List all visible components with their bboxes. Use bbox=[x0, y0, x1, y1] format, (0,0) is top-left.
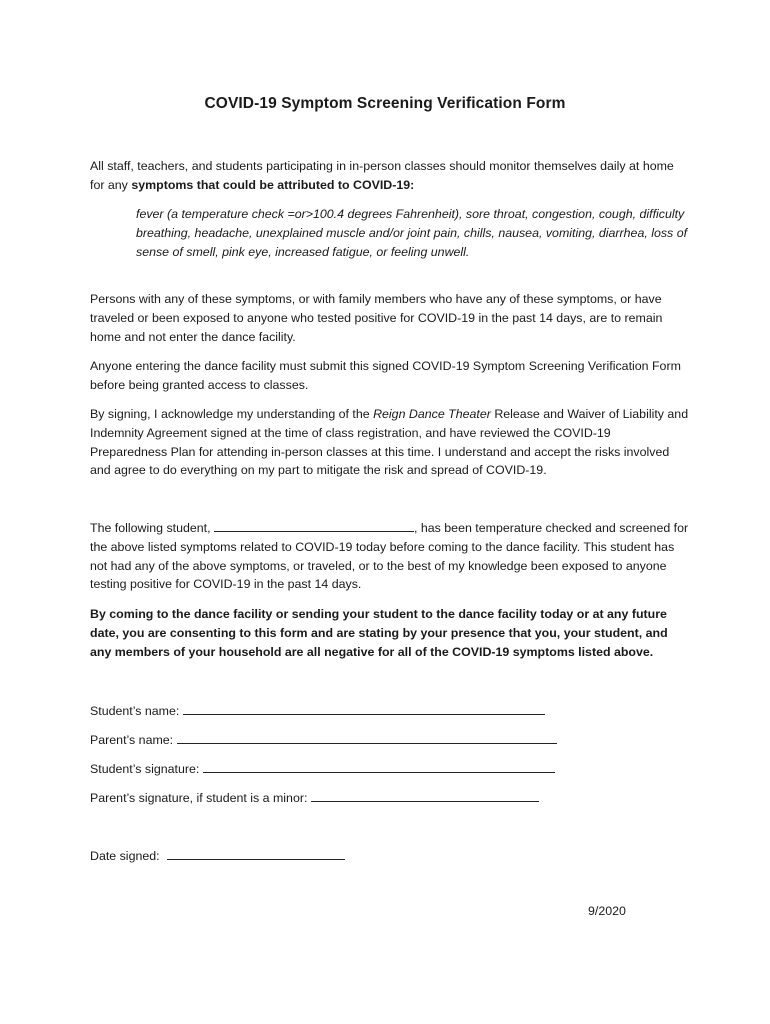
student-signature-field[interactable] bbox=[203, 760, 555, 773]
parent-signature-label: Parent’s signature, if student is a minor: bbox=[90, 791, 308, 805]
parent-name-label: Parent’s name: bbox=[90, 733, 174, 747]
persons-paragraph: Persons with any of these symptoms, or with family members who have any of these symptoms, or have traveled or been exposed to anyone who tested positive for COVID-19 in the past 14 days, are to remain home and not enter the dance facility. bbox=[90, 292, 663, 344]
organization-name: Reign Dance Theater bbox=[373, 407, 491, 421]
revision-date: 9/2020 bbox=[588, 904, 626, 918]
signing-paragraph bbox=[90, 405, 690, 480]
parent-name-row bbox=[90, 731, 557, 749]
student-name-label: Student’s name: bbox=[90, 704, 180, 718]
intro-text: All staff, teachers, and students participating in in-person classes should monitor themselves daily at home for any bbox=[90, 159, 674, 192]
student-signature-row bbox=[90, 760, 555, 778]
signing-text-before: By signing, I acknowledge my understanding of the bbox=[90, 407, 374, 421]
signing-text-after: Release and Waiver of Liability and Indemnity Agreement signed at the time of class registration, and have reviewed the COVID-19 Preparedness Plan for attending in-person classes at this time. I understand and accept the risks involved and agree to do everything on my part to mitigate the risk and spread of COVID-19. bbox=[90, 407, 689, 478]
parent-signature-field[interactable] bbox=[311, 789, 539, 802]
page-title: COVID-19 Symptom Screening Verification Form bbox=[204, 95, 566, 112]
symptoms-list: fever (a temperature check =or>100.4 degrees Fahrenheit), sore throat, congestion, cough, difficulty breathing, headache, unexplained muscle and/or joint pain, chills, nausea, vomiting, diarrhea, loss of sense of smell, pink eye, increased fatigue, or feeling unwell. bbox=[136, 207, 688, 259]
student-signature-label: Student’s signature: bbox=[90, 762, 200, 776]
intro-bold-text: symptoms that could be attributed to COVID-19: bbox=[131, 177, 415, 192]
consent-paragraph: By coming to the dance facility or sending your student to the dance facility today or at any future date, you are consenting to this form and are stating by your presence that you, your student, and any members of your household are all negative for all of the COVID-19 symptoms listed above. bbox=[90, 607, 668, 659]
student-statement-paragraph bbox=[90, 519, 690, 594]
student-statement-before: The following student, bbox=[90, 521, 214, 535]
parent-signature-row bbox=[90, 789, 539, 807]
date-signed-row bbox=[90, 847, 345, 865]
student-name-field[interactable] bbox=[183, 702, 545, 715]
student-statement-after: , has been temperature checked and screened for the above listed symptoms related to COVID-19 today before coming to the dance facility. This student has not had any of the above symptoms, or traveled, or to the best of my knowledge been exposed to anyone testing positive for COVID-19 in the past 14 days. bbox=[90, 521, 689, 592]
student-name-inline-blank[interactable] bbox=[214, 519, 414, 532]
anyone-paragraph: Anyone entering the dance facility must submit this signed COVID-19 Symptom Screening Verification Form before being granted access to classes. bbox=[90, 359, 681, 392]
parent-name-field[interactable] bbox=[177, 731, 557, 744]
date-signed-label: Date signed: bbox=[90, 849, 160, 863]
intro-paragraph bbox=[90, 157, 690, 195]
date-signed-field[interactable] bbox=[167, 847, 345, 860]
student-name-row bbox=[90, 702, 545, 720]
